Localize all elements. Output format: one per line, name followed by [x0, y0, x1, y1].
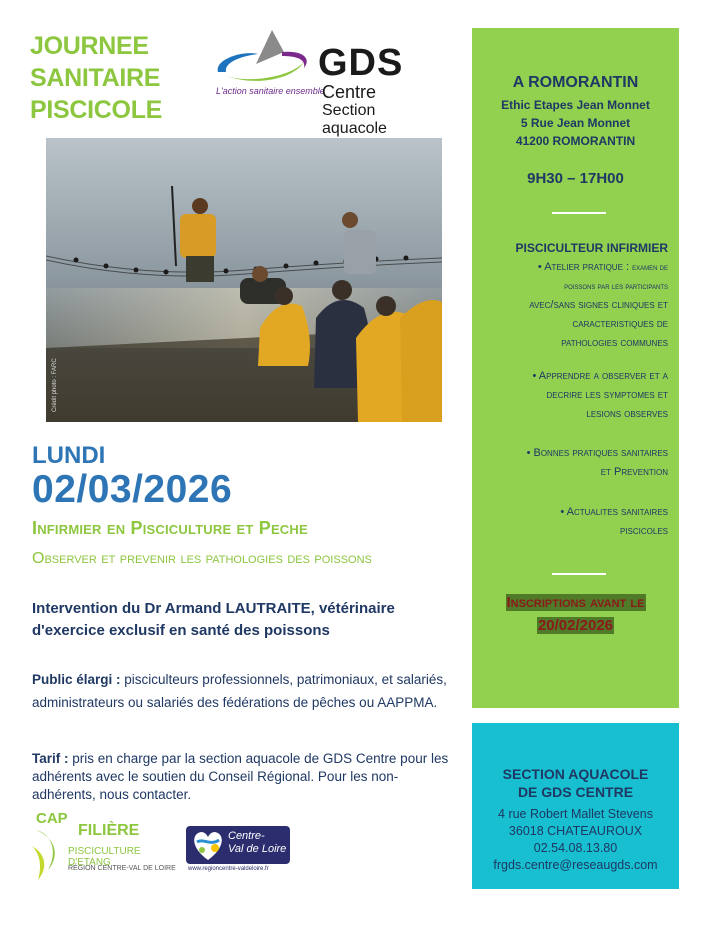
cap-text: CAP — [36, 810, 68, 827]
title-line-2: SANITAIRE — [30, 64, 161, 92]
program-item-2-line-2: decrire les symptomes et — [546, 389, 668, 401]
cvl-name — [228, 830, 286, 856]
location-postal: 41200 ROMORANTIN — [515, 134, 636, 148]
program-item-1-small-b: poissons par les participants — [564, 282, 668, 291]
tarif-text: pris en charge par la section aquacole de GDS Centre pour les adhérents avec le soutien du Conseil Régional. Pour les non-adhérents, nous contacter. — [32, 751, 449, 802]
program-item-4 — [480, 503, 668, 541]
gds-section: Section aquacole — [322, 102, 387, 137]
location-street: 5 Rue Jean Monnet — [520, 116, 631, 130]
inscriptions-date: 20/02/2026 — [537, 617, 614, 634]
program-item-4-line-2: piscicoles — [619, 525, 668, 537]
pisciculture-text: PISCICULTURE D'ETANG — [68, 846, 141, 868]
program-item-3-line-1: • Bonnes pratiques sanitaires — [526, 447, 668, 459]
program-item-1-small-a: examen de — [632, 263, 668, 272]
filiere-text: FILIÈRE — [78, 822, 140, 839]
gds-swoosh-icon — [212, 30, 317, 90]
contact-title-line-2: DE GDS CENTRE — [517, 784, 634, 800]
cap-region-text: RÉGION CENTRE-VAL DE LOIRE — [68, 865, 176, 872]
separator — [552, 212, 606, 214]
event-subtitle: Infirmier en Pisciculture et Peche — [32, 518, 308, 538]
location-venue: Ethic Etapes Jean Monnet — [501, 98, 650, 112]
cvl-url: www.regioncentre-valdeloire.fr — [188, 866, 269, 872]
program-item-4-line-1: • Actualites sanitaires — [560, 506, 668, 518]
contact-email[interactable]: frgds.centre@reseaugds.com — [493, 858, 658, 872]
contact-city: 36018 CHATEAUROUX — [508, 824, 643, 838]
program-item-1-line-5: pathologies communes — [561, 337, 668, 349]
gds-centre-logo — [212, 30, 442, 137]
event-title — [30, 30, 200, 126]
tarif-label: Tarif : — [32, 751, 69, 766]
cap-swirl-icon — [30, 826, 70, 886]
title-line-1: JOURNEE — [30, 32, 149, 60]
public-paragraph — [32, 668, 452, 714]
gds-region: Centre — [322, 82, 377, 102]
contact-panel — [472, 723, 679, 889]
cvl-name-line-2: Val de Loire — [228, 843, 287, 855]
tarif-paragraph — [32, 750, 452, 804]
program-item-2 — [480, 367, 668, 424]
location-city: A ROMORANTIN — [512, 74, 639, 91]
cvl-heart-icon — [189, 828, 227, 862]
inscriptions-label: Inscriptions avant le — [506, 594, 645, 611]
event-subtitle-2: Observer et prevenir les pathologies des poissons — [32, 550, 372, 567]
photo-credit: Crédit photo : FARC — [52, 358, 58, 412]
event-date: 02/03/2026 — [32, 468, 233, 511]
cap-filiere-logo — [30, 808, 180, 886]
contact-title — [472, 765, 679, 801]
program-item-2-line-1: • Apprendre a observer et a — [532, 370, 668, 382]
contact-street: 4 rue Robert Mallet Stevens — [498, 807, 653, 821]
event-hours: 9H30 – 17H00 — [527, 170, 624, 187]
program-item-1-line-4: caracteristiques de — [572, 318, 668, 330]
separator — [552, 573, 606, 575]
fishing-photo — [46, 138, 442, 422]
contact-title-line-1: SECTION AQUACOLE — [502, 766, 649, 782]
program-item-1 — [480, 258, 668, 353]
public-text: pisciculteurs professionnels, patrimoniaux, et salariés, administrateurs ou salariés des fédérations de pêches ou AAPPMA. — [32, 672, 447, 710]
inscriptions-notice — [472, 591, 679, 637]
gds-name: GDS — [318, 42, 404, 84]
centre-val-de-loire-logo — [186, 826, 292, 876]
title-line-3: PISCICOLE — [30, 96, 163, 124]
program-item-1-bullet: • Atelier pratique : — [537, 261, 633, 273]
event-day: LUNDI — [32, 442, 106, 469]
info-panel — [472, 28, 679, 708]
event-intervention: Intervention du Dr Armand LAUTRAITE, vétérinaire d'exercice exclusif en santé des poissons — [32, 600, 395, 639]
program-item-3 — [480, 444, 668, 482]
contact-phone: 02.54.08.13.80 — [533, 841, 618, 855]
gds-tagline: L'action sanitaire ensemble — [216, 86, 325, 96]
program-item-3-line-2: et Prevention — [600, 466, 668, 478]
program-item-1-line-3: avec/sans signes cliniques et — [529, 299, 668, 311]
cvl-name-line-1: Centre- — [228, 830, 265, 842]
program-title: PISCICULTEUR INFIRMIER — [515, 241, 668, 255]
program-item-2-line-3: lesions observes — [586, 408, 668, 420]
public-label: Public élargi : — [32, 672, 121, 687]
